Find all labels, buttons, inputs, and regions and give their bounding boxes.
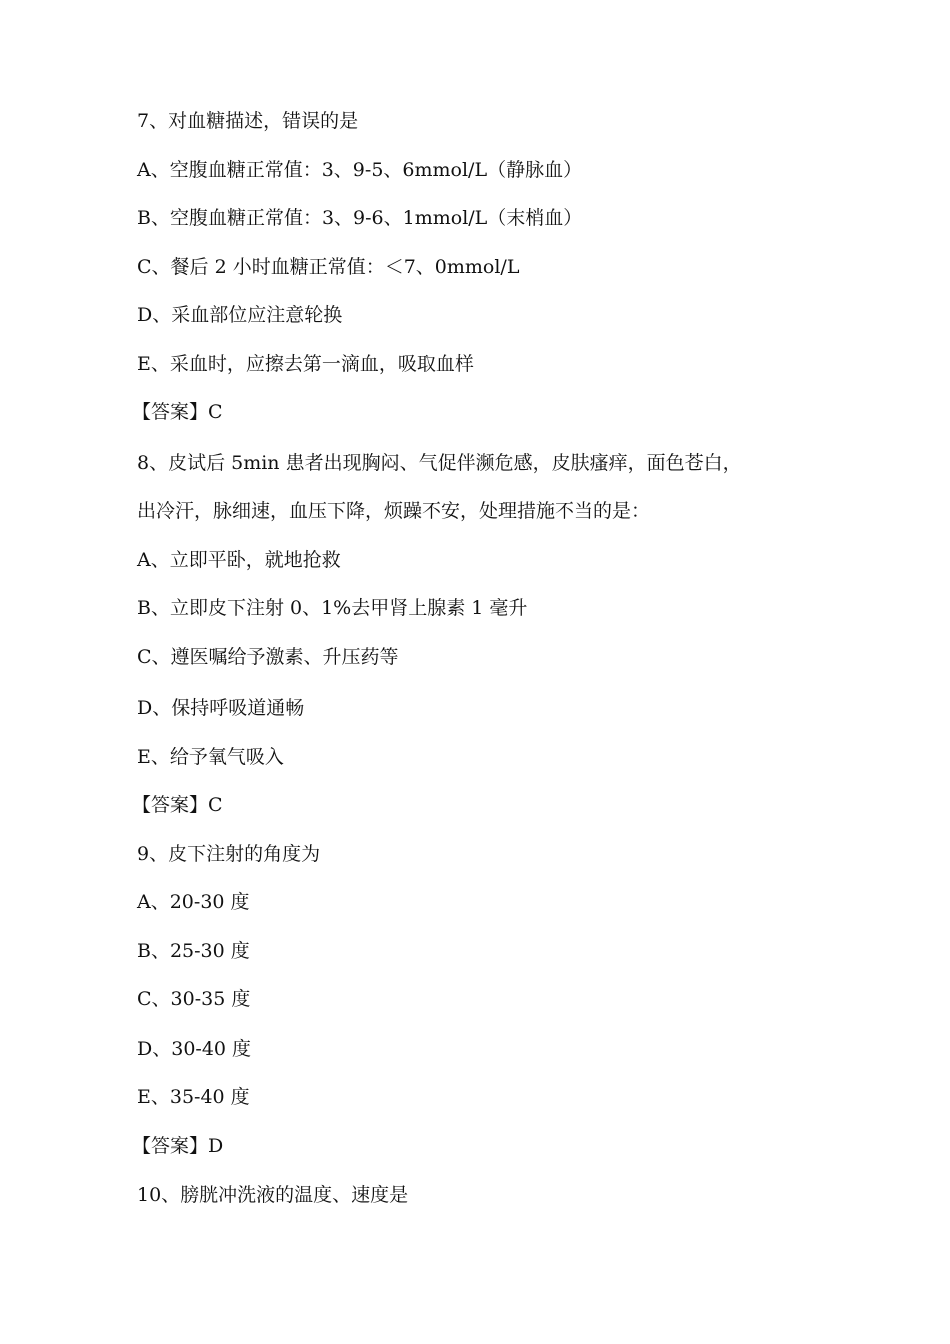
question-10: 10、膀胱冲洗液的温度、速度是: [137, 1184, 409, 1206]
question-9: 9、皮下注射的角度为: [137, 843, 321, 865]
question-8-option-a: A、立即平卧，就地抢救: [137, 549, 341, 571]
question-8-continuation: 出冷汗，脉细速，血压下降，烦躁不安，处理措施不当的是：: [137, 500, 651, 522]
question-8-option-e: E、给予氧气吸入: [137, 746, 284, 768]
question-8-option-c: C、遵医嘱给予激素、升压药等: [137, 646, 399, 668]
question-7-option-c: C、餐后 2 小时血糖正常值：＜7、0mmol/L: [137, 256, 520, 278]
question-9-option-c: C、30-35 度: [137, 988, 251, 1010]
question-7-option-d: D、采血部位应注意轮换: [137, 304, 343, 326]
question-7-option-a: A、空腹血糖正常值：3、9-5、6mmol/L（静脉血）: [137, 159, 583, 181]
question-9-option-a: A、20-30 度: [137, 891, 250, 913]
question-9-option-d: D、30-40 度: [137, 1038, 252, 1060]
question-9-option-e: E、35-40 度: [137, 1086, 250, 1108]
question-8-answer: 【答案】C: [132, 794, 223, 816]
question-8: 8、皮试后 5min 患者出现胸闷、气促伴濒危感，皮肤瘙痒，面色苍白，: [137, 452, 742, 474]
question-7-option-e: E、采血时，应擦去第一滴血，吸取血样: [137, 353, 474, 375]
question-7: 7、对血糖描述，错误的是: [137, 110, 359, 132]
question-8-option-b: B、立即皮下注射 0、1%去甲肾上腺素 1 毫升: [137, 597, 528, 619]
question-9-answer: 【答案】D: [132, 1135, 224, 1157]
question-7-answer: 【答案】C: [132, 401, 223, 423]
question-7-option-b: B、空腹血糖正常值：3、9-6、1mmol/L（末梢血）: [137, 207, 583, 229]
question-8-option-d: D、保持呼吸道通畅: [137, 697, 305, 719]
question-9-option-b: B、25-30 度: [137, 940, 250, 962]
